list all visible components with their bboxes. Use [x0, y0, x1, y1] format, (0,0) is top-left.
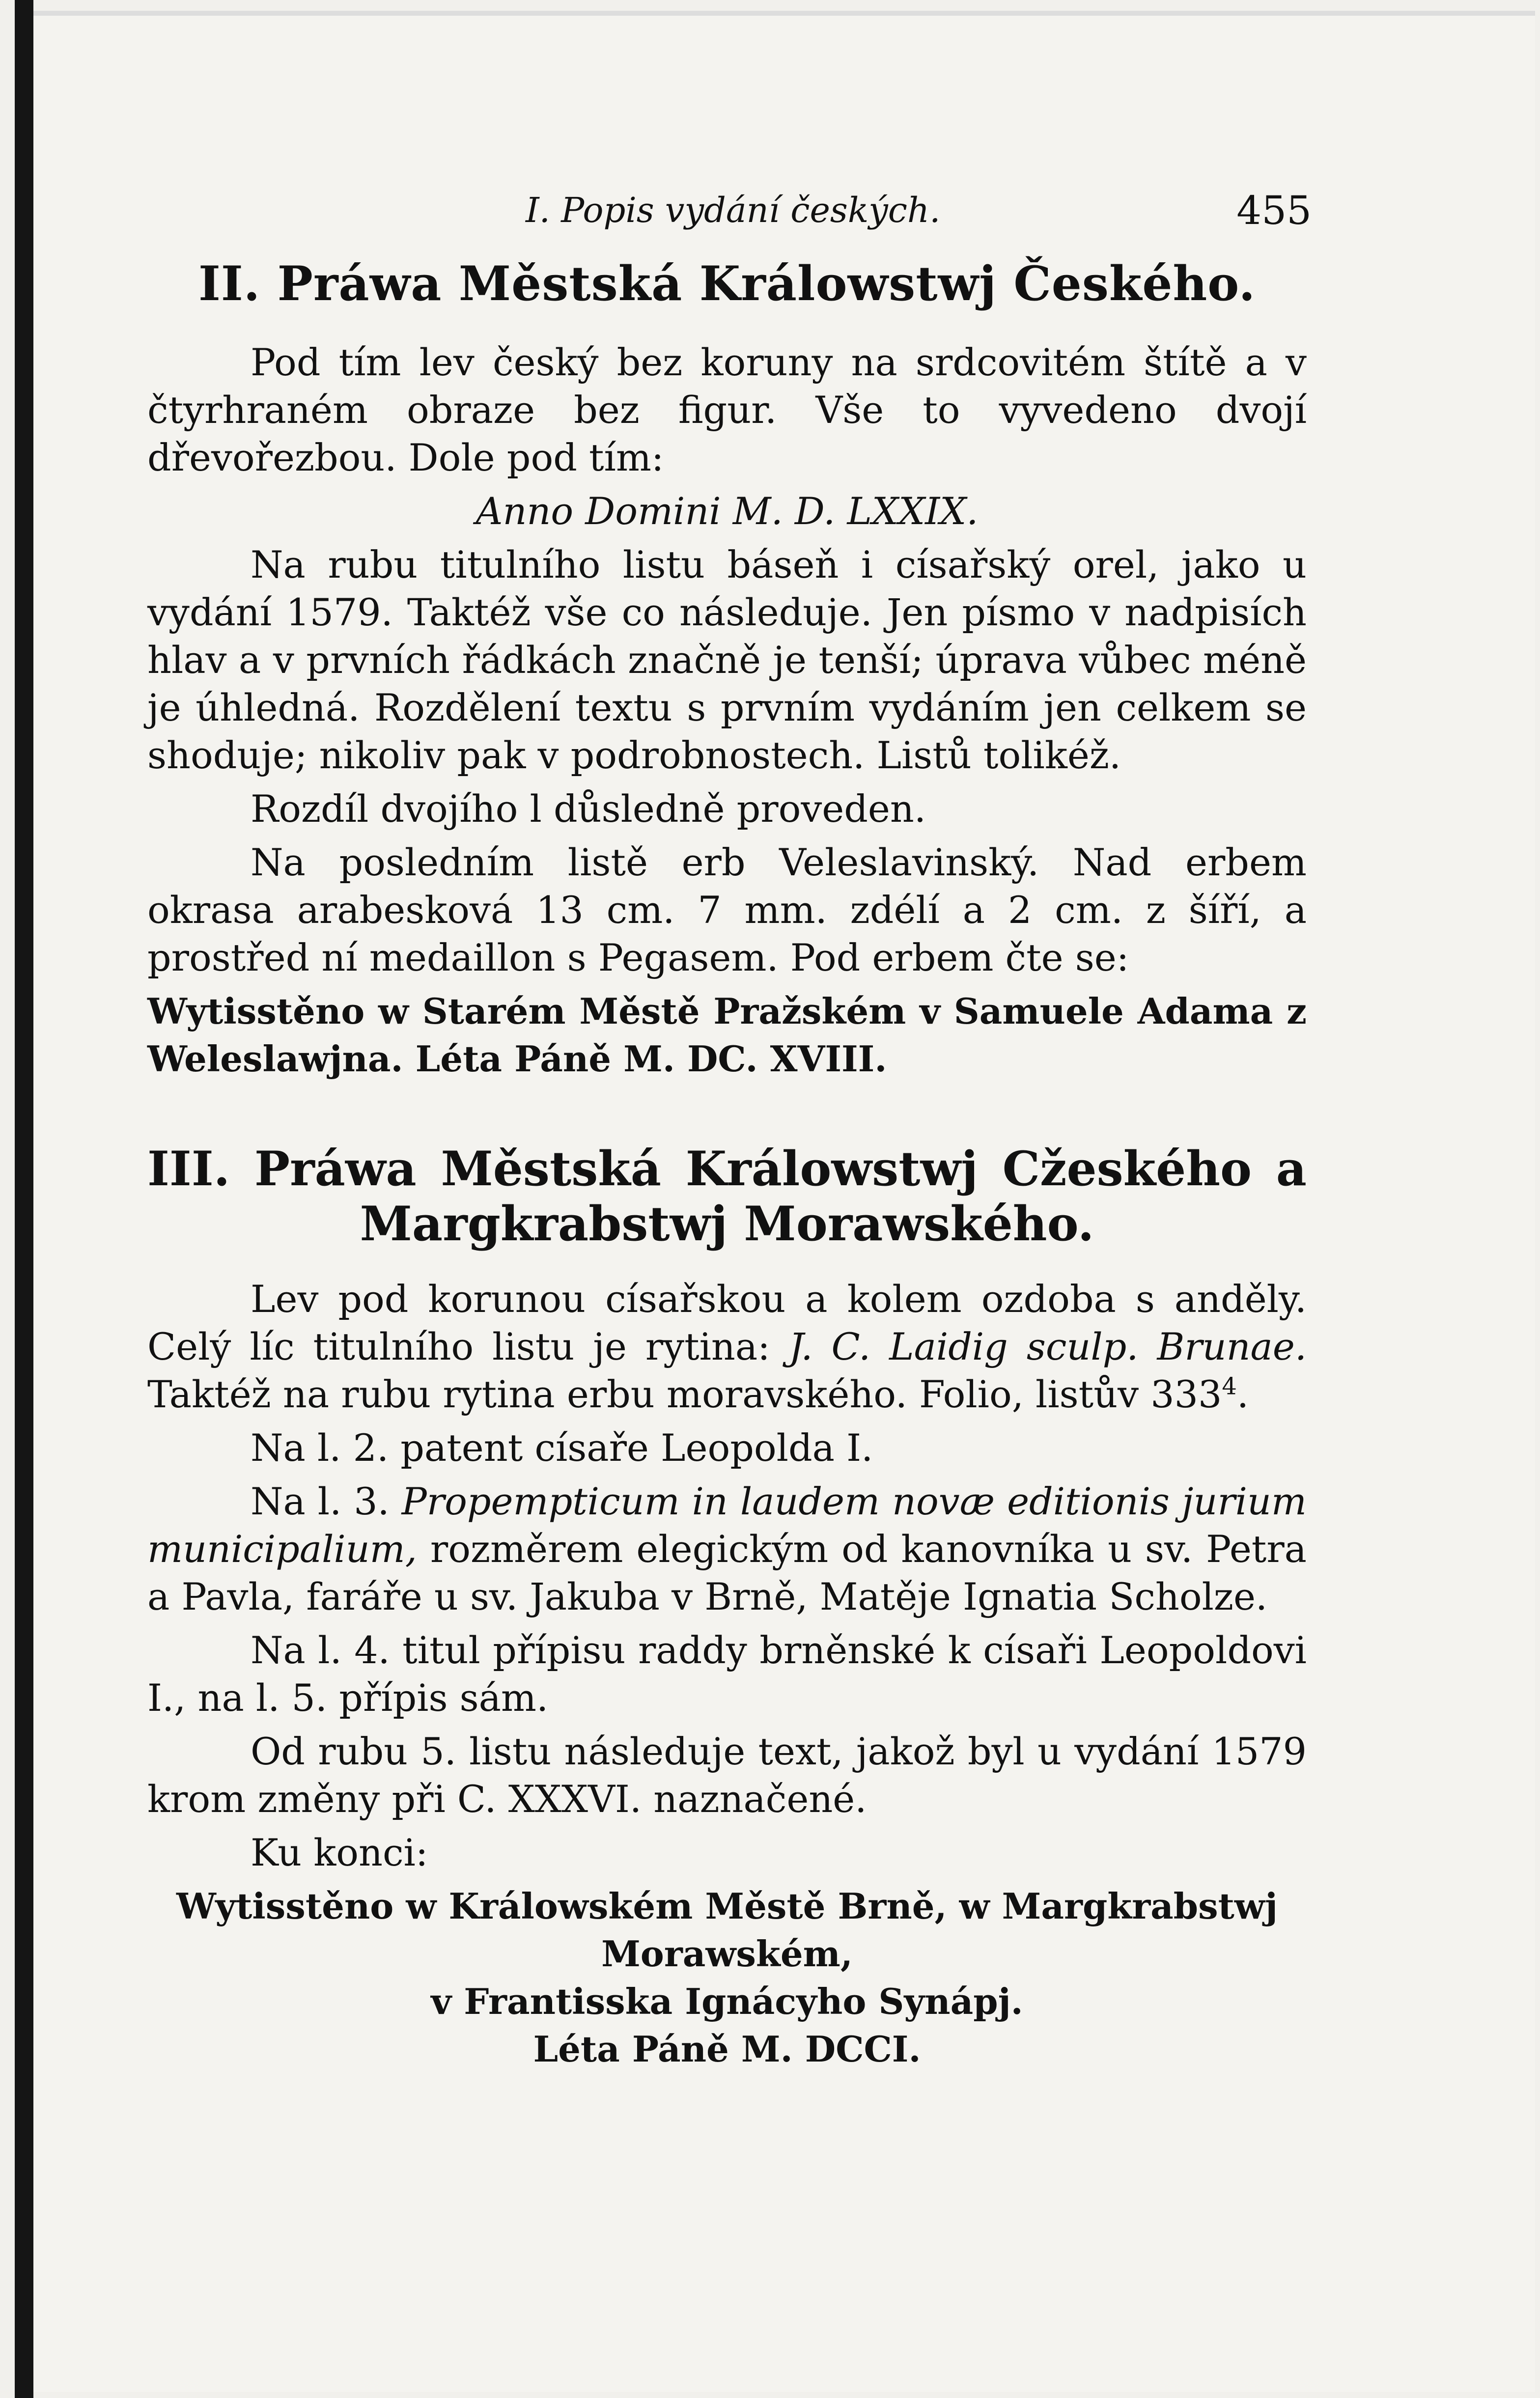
section-2-paragraph-4: Na posledním listě erb Veleslavinský. Nad erbem okrasa arabesková 13 cm. 7 mm. zdélí a 2 cm. z šíří, a prostřed ní medaillon s Pegasem. Pod erbem čte se:	[147, 840, 1307, 979]
propempticum-title: Propempticum in laudem novæ editionis jurium municipalium,	[147, 1479, 1307, 1571]
section-2-paragraph-3: Rozdíl dvojího l důsledně proveden.	[251, 787, 926, 831]
section-2-paragraph-1: Pod tím lev český bez koruny na srdcovitém štítě a v čtyrhraném obraze bez figur. Vše to vyvedeno dvojí dřevořezbou. Dole pod tím:	[147, 340, 1307, 479]
section-2-imprint: Wytisstěno w Starém Městě Pražském v Samuele Adama z Weleslawjna. Léta Páně M. DC. XVIII.	[147, 990, 1307, 1080]
page-header	[147, 187, 1312, 234]
section-3-paragraph-6: Ku konci:	[251, 1831, 428, 1874]
section-3-p3-text-a: Na l. 3.	[251, 1479, 390, 1523]
section-2-paragraph-2: Na rubu titulního listu báseň i císařský orel, jako u vydání 1579. Taktéž vše co následuje. Jen písmo v nadpisích hlav a v prvních řádkách značně je tenší; úprava vůbec méně je úhledná. Rozdělení textu s prvním vydáním jen celkem se shoduje; nikoliv pak v podrobnostech. Listů tolikéž.	[147, 543, 1307, 777]
section-3-paragraph-4: Na l. 4. titul přípisu raddy brněnské k císaři Leopoldovi I., na l. 5. přípis sám.	[147, 1628, 1307, 1720]
section-3-p1-text-a: Lev pod korunou císařskou a kolem ozdoba s anděly. Celý líc titulního listu je rytina:	[147, 1277, 1307, 1368]
folio-count: 333	[1150, 1372, 1222, 1416]
section-3-heading: III. Práwa Městská Králowstwj Cžeského a Margkrabstwj Morawského.	[147, 1141, 1307, 1252]
book-spine-shadow	[15, 0, 33, 2398]
section-3-p3-text-b: rozměrem elegickým od kanovníka u sv. Petra a Pavla, faráře u sv. Jakuba v Brně, Matěje Ignatia Scholze.	[147, 1527, 1307, 1618]
section-3-paragraph-1: Lev pod korunou císařskou a kolem ozdoba s anděly. Celý líc titulního listu je rytina: J. C. Laidig sculp. Brunae. Taktéž na rubu rytina erbu moravského. Folio, listův $333^4$.	[147, 1277, 1307, 1416]
section-3-paragraph-5: Od rubu 5. listu následuje text, jakož byl u vydání 1579 krom změny při C. XXXVI. naznačené.	[147, 1729, 1307, 1821]
section-3-p1-text-b: Taktéž na rubu rytina erbu moravského. Folio, listův	[147, 1372, 1139, 1416]
section-3-imprint-line-1: Wytisstěno w Králowském Městě Brně, w Margkrabstwj Morawském,	[176, 1885, 1278, 1975]
section-3-paragraph-2: Na l. 2. patent císaře Leopolda I.	[251, 1426, 873, 1470]
section-2-heading: II. Práwa Městská Králowstwj Českého.	[198, 256, 1256, 311]
engraver-signature: J. C. Laidig sculp. Brunae.	[788, 1325, 1307, 1368]
section-3-imprint-line-3: Léta Páně M. DCCI.	[533, 2028, 921, 2070]
page-number: 455	[1236, 188, 1312, 233]
section-3-imprint-line-2: v Frantisska Ignácyho Synápj.	[431, 1980, 1023, 2022]
running-head: I. Popis vydání českých.	[526, 190, 941, 230]
folio-superscript: 4	[1222, 1372, 1237, 1400]
page-text	[147, 187, 1312, 2073]
anno-domini-line: Anno Domini M. D. LXXIX.	[476, 489, 979, 533]
section-3-paragraph-3	[147, 1478, 1307, 1620]
